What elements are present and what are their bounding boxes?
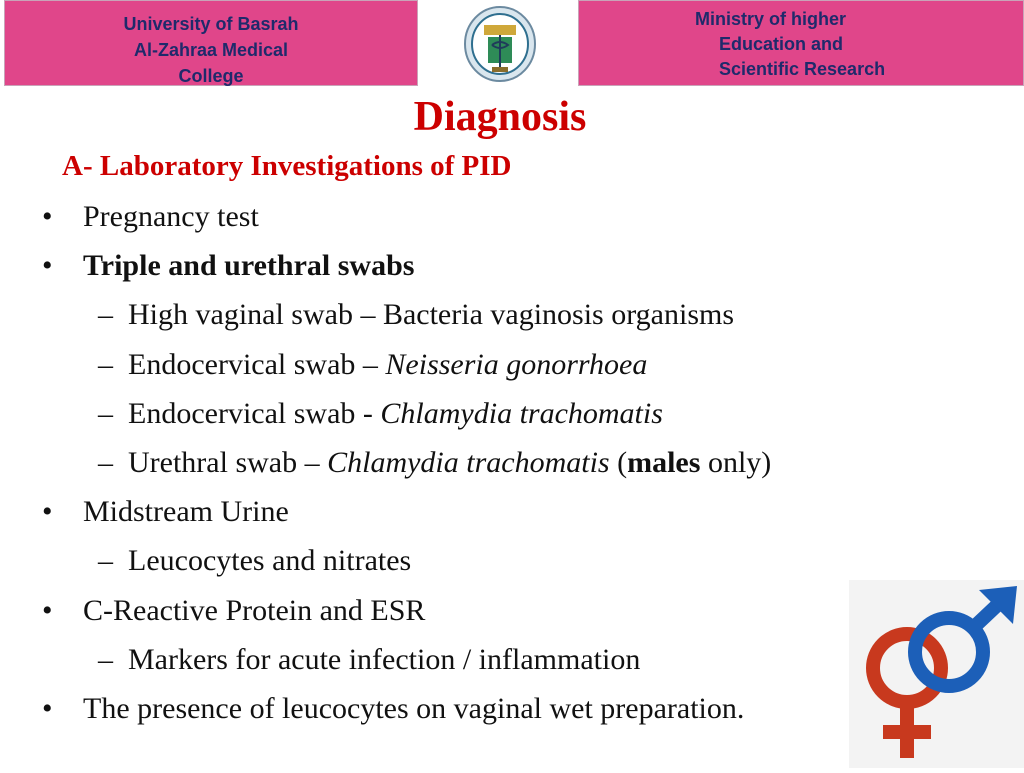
male-female-symbols-icon [849,580,1024,768]
bullet-pregnancy-test: • Pregnancy test [0,192,771,241]
subbullet-urethral-swab: – Urethral swab – Chlamydia trachomatis (males only) [0,438,771,487]
header-left-line-2: Al-Zahraa Medical [133,40,289,60]
header-right-line-1: Ministry of higher [695,9,847,29]
header-left-line-1: University of Basrah [123,14,299,34]
slide-subtitle: A- Laboratory Investigations of PID [62,150,512,182]
bullet-midstream-urine: • Midstream Urine [0,487,771,536]
bullet-wet-preparation: • The presence of leucocytes on vaginal wet preparation. [0,684,771,733]
bullet-list [0,192,771,733]
subbullet-leucocytes-nitrates: – Leucocytes and nitrates [0,536,771,585]
header-right-line-2: Education and [719,34,844,54]
header-right-line-3: Scientific Research [719,59,886,79]
subbullet-endocervical-chlamydia: – Endocervical swab - Chlamydia trachomatis [0,389,771,438]
header-right-banner [578,0,1024,86]
subbullet-markers: – Markers for acute infection / inflammation [0,635,771,684]
header-left-banner [4,0,418,86]
university-seal-icon [462,5,538,83]
subbullet-high-vaginal-swab: – High vaginal swab – Bacteria vaginosis organisms [0,290,771,339]
slide-title: Diagnosis [413,94,587,140]
subbullet-endocervical-gonorrhoea: – Endocervical swab – Neisseria gonorrhoea [0,340,771,389]
bullet-swabs: • Triple and urethral swabs [0,241,771,290]
bullet-crp-esr: • C-Reactive Protein and ESR [0,586,771,635]
header-left-line-3: College [178,66,244,86]
